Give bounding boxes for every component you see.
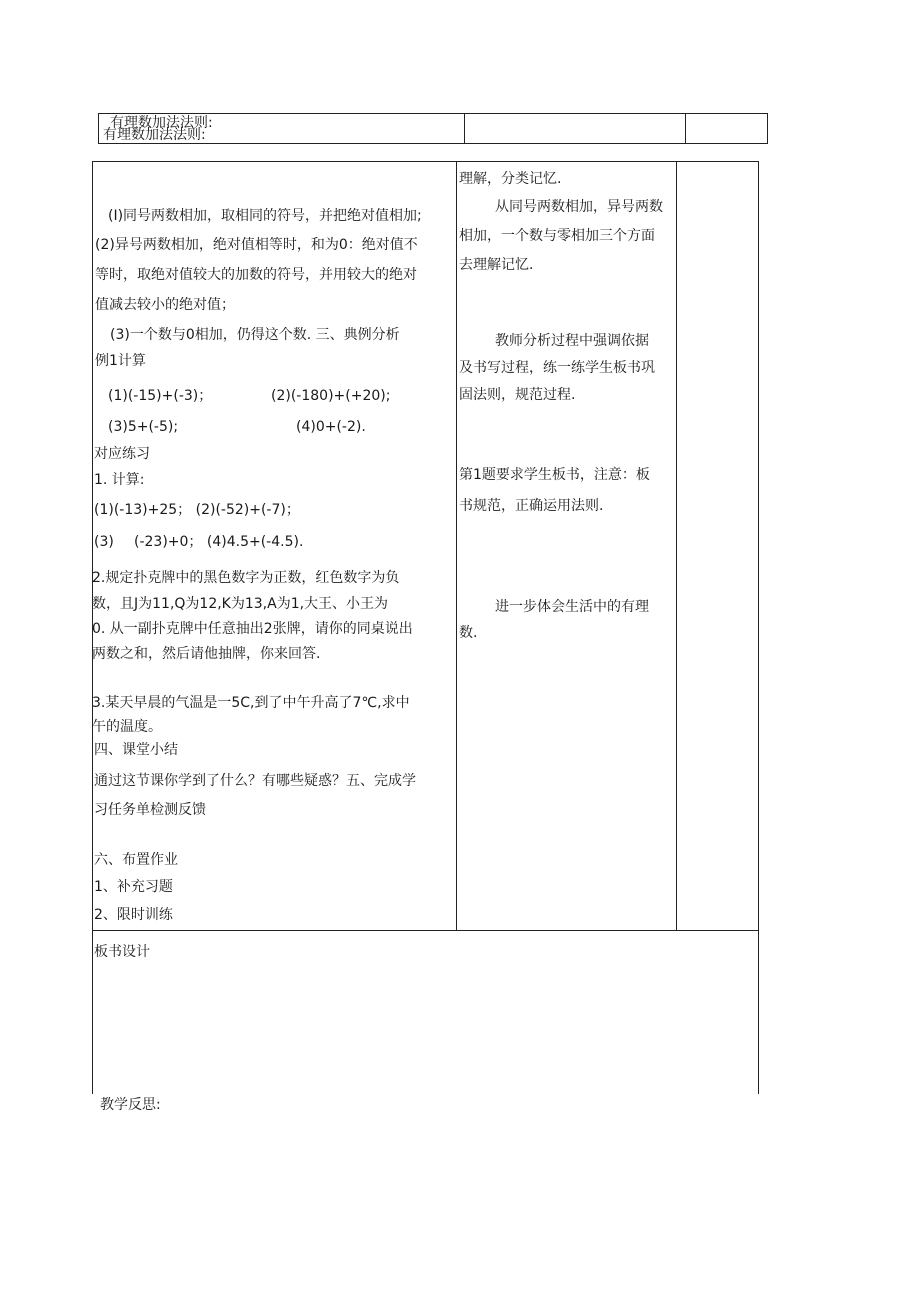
practice-1-row-b: (-23)+0； (4)4.5+(-4.5). (134, 534, 304, 550)
rule-2-line-2: 等时，取绝对值较大的加数的符号，并用较大的绝对 (95, 267, 417, 283)
middle-note-4-line-2: 书规范，正确运用法则. (459, 498, 604, 514)
middle-note-2-line-3: 去理解记忆. (459, 257, 534, 273)
header-divider-2 (685, 113, 686, 144)
middle-note-1: 理解，分类记忆. (459, 171, 562, 187)
rule-2-line-1: (2)异号两数相加，绝对值相等时，和为0：绝对值不 (95, 237, 418, 253)
middle-note-4-line-1: 第1题要求学生板书，注意：板 (459, 467, 650, 483)
header-title: 有理数加法法则: (110, 115, 213, 131)
board-design-label: 板书设计 (94, 944, 150, 960)
question-2-line-2: 数，且J为11,Q为12,K为13,A为1,大王、小王为 (92, 596, 389, 612)
homework-title: 六、布置作业 (94, 852, 178, 868)
rule-2-line-3: 值减去较小的绝对值； (95, 297, 235, 313)
board-top-border (92, 930, 759, 931)
practice-1-row-a: (1)(-13)+25； (2)(-52)+(-7)； (94, 502, 300, 518)
summary-line-2: 习任务单检测反馈 (94, 802, 206, 818)
header-divider-1 (464, 113, 465, 144)
middle-note-2-line-1: 从同号两数相加，异号两数 (495, 199, 663, 215)
middle-note-3-line-1: 教师分析过程中强调依据 (495, 333, 649, 349)
header-title-overlap: 有理数加法法则: (103, 127, 206, 143)
example-title: 例1计算 (95, 353, 146, 369)
practice-1-row-b-index: (3) (94, 534, 114, 550)
question-3-line-1: 3.某天早晨的气温是一5C,到了中午升高了7℃,求中 (92, 695, 410, 711)
header-right-border (767, 113, 768, 144)
summary-title: 四、课堂小结 (94, 742, 178, 758)
question-2-line-4: 两数之和，然后请他抽牌，你来回答. (92, 646, 321, 662)
middle-note-5-line-2: 数. (459, 625, 478, 641)
header-left-border (98, 113, 99, 144)
middle-note-3-line-2: 及书写过程，练一练学生板书巩 (459, 360, 655, 376)
main-top-border (92, 161, 759, 162)
middle-note-2-line-2: 相加，一个数与零相加三个方面 (459, 228, 655, 244)
example-3: (3)5+(-5); (108, 419, 179, 435)
example-1: (1)(-15)+(-3)； (108, 388, 213, 404)
example-4: (4)0+(-2). (296, 419, 366, 435)
example-2: (2)(-180)+(+20); (271, 388, 391, 404)
main-divider-2 (676, 161, 677, 930)
main-right-border (758, 161, 759, 1094)
homework-item-1: 1、补充习题 (94, 879, 173, 895)
practice-title: 对应练习 (94, 446, 150, 462)
question-2-line-1: 2.规定扑克牌中的黑色数字为正数，红色数字为负 (92, 570, 400, 586)
question-2-line-3: 0. 从一副扑克牌中任意抽出2张牌，请你的同桌说出 (92, 621, 413, 637)
middle-note-5-line-1: 进一步体会生活中的有理 (495, 599, 649, 615)
practice-1-heading: 1. 计算: (94, 472, 145, 488)
rule-3: (3)一个数与0相加，仍得这个数. 三、典例分析 (110, 327, 400, 343)
main-divider-1 (456, 161, 457, 930)
rule-1: (I)同号两数相加，取相同的符号，并把绝对值相加; (108, 208, 422, 224)
question-3-line-2: 午的温度。 (92, 719, 162, 735)
teaching-reflection-label: 教学反思: (100, 1097, 161, 1113)
summary-line-1: 通过这节课你学到了什么？有哪些疑惑？五、完成学 (94, 773, 416, 789)
homework-item-2: 2、限时训练 (94, 907, 173, 923)
middle-note-3-line-3: 固法则，规范过程. (459, 387, 576, 403)
